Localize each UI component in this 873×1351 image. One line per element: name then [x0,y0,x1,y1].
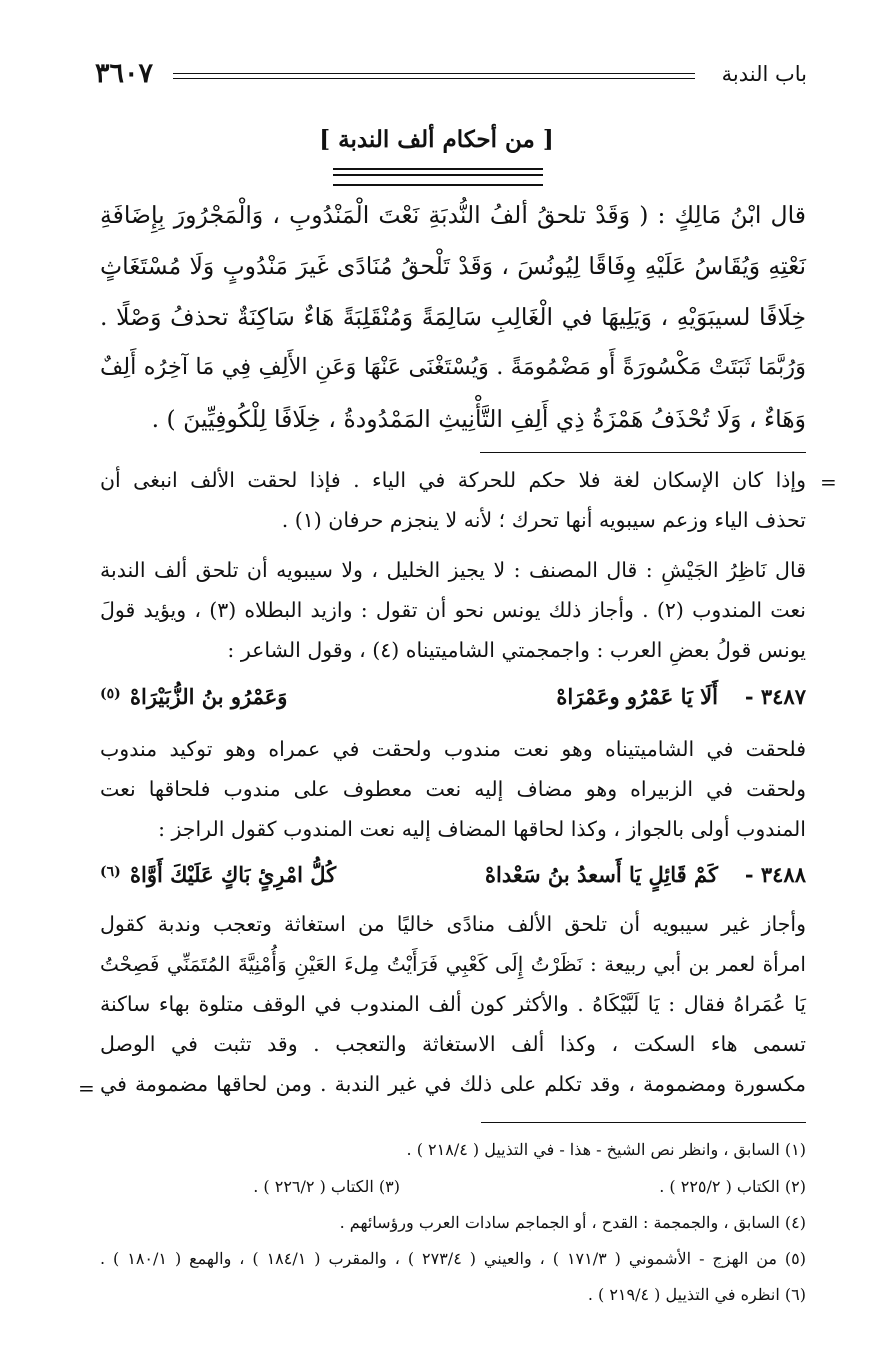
verse-hemistich-first: أَلَا يَا عَمْرُو وعَمْرَاهْ [556,684,718,709]
commentary-line: قال نَاظِرُ الجَيْشِ : قال المصنف : لا يجيز الخليل ، ولا سيبويه أن تلحق ألف الندبة [100,558,806,582]
matn-line: وَرُبَّمَا ثَبَتَتْ مَكْسُورَةً أَو مَضْمُومَةً . وَيُسْتَغْنَى عَنْهَا وَعَنِ الأَلِفِ فِي مَا آخِرُه أَلِفٌ [100,354,806,380]
verse-hemistich-first: كَمْ قَائِلٍ يَا أَسعدُ بنُ سَعْداهْ [485,862,718,887]
commentary-line: فلحقت في الشاميتيناه وهو نعت مندوب ولحقت في عمراه وهو توكيد مندوب [100,737,806,761]
verse-number: ٣٤٨٨ - [744,862,806,887]
footnote: (٢) الكتاب ( ٢٢٥/٢ ) . [659,1177,806,1196]
commentary-line: يَا عُمَراهُ فقال : يَا لَبَّيْكَاهُ . والأكثر كون ألف المندوب في الوقف متلوة بهاء ساكنة [100,992,806,1016]
footnote: (٤) السابق ، والجمجمة : القدح ، أو الجماجم سادات العرب ورؤسائهم . [339,1213,806,1232]
matn-line: وَهَاءٌ ، وَلَا تُحْذَفُ هَمْزَةُ ذِي أَلِفِ التَّأْنِيثِ المَمْدُودةُ ، خِلَافًا لِلْكُوفِيِّينَ ) . [151,405,806,433]
matn-line: قال ابْنُ مَالِكٍ : ( وَقَدْ تلحقُ ألفُ النُّدبَةِ نَعْتَ الْمَنْدُوبِ ، وَالْمَجْرُورَ بِإِضَافَةِ [100,201,806,229]
commentary-line: تسمى هاء السكت ، وكذا ألف الاستغاثة والتعجب . وقد تثبت في الوصل [100,1032,806,1056]
matn-line: نَعْتِهِ وَيُقَاسُ عَلَيْهِ وِفَاقًا لِيُونُسَ ، وَقَدْ تَلْحقُ مُنَادًى غَيرَ مَنْدُوبٍ وَلَا مُسْتَغَاثٍ [100,252,806,280]
commentary-line: ولحقت في الزبيراه وهو مضاف إليه نعت معطوف على مندوب فلحاقها نعت [100,777,806,801]
footnote-ref: (٥) [100,686,121,702]
commentary-line: المندوب أولى بالجواز ، وكذا لحاقها المضاف إليه نعت المندوب كقول الراجز : [158,817,806,841]
footnote: (١) السابق ، وانظر نص الشيخ - هذا - في التذييل ( ٢١٨/٤ ) . [406,1140,806,1159]
verse-hemistich-second: وَعَمْرُو بنُ الزُّبَيْرَاهْ [130,684,288,709]
matn-line: خِلَافًا لسيبَوَيْهِ ، وَيَلِيهَا في الْغَالِبِ سَالِمَةً وَمُنْقَلِبَةً هَاءٌ سَاكِنَةٌ تحذفُ وَصْلًا . [100,303,806,331]
continuation-mark-top: = [820,470,837,494]
commentary-line: وأجاز غير سيبويه أن تلحق الألف منادًى خاليًا من استغاثة وتعجب وندبة كقول [100,912,806,936]
poem-verse-3487 [100,684,806,720]
matn-separator-rule [480,452,806,453]
commentary-line: تحذف الياء وزعم سيبويه أنها تحرك ؛ لأنه لا ينجزم حرفان (١) . [281,508,806,532]
running-title: باب الندبة [721,62,807,86]
footnote-separator-rule [481,1122,806,1123]
section-title: [ من أحكام ألف الندبة ] [319,126,554,153]
commentary-line: يونس قولُ بعضِ العرب : واجمجمتي الشاميتيناه (٤) ، وقول الشاعر : [227,638,806,662]
footnote: (٥) من الهزج - الأشموني ( ١٧١/٣ ) ، والعيني ( ٢٧٣/٤ ) ، والمقرب ( ١٨٤/١ ) ، والهمع ( ١٨٠/١ ) . [100,1249,807,1268]
commentary-line: امرأة لعمر بن أبي ربيعة : نَظَرْتُ إِلَى كَعْبِي فَرَأَيْتُ مِلءَ العَيْنِ وَأُمْنِيَّةَ المُتَمَنِّي فَصِحْتُ [100,952,806,976]
continuation-mark-bottom: = [78,1076,95,1100]
footnote: (٦) انظره في التذييل ( ٢١٩/٤ ) . [587,1285,806,1304]
section-title-rule [333,168,543,186]
poem-verse-3488 [100,862,806,898]
verse-number: ٣٤٨٧ - [744,684,806,709]
footnote-ref: (٦) [100,864,121,880]
footnote: (٣) الكتاب ( ٢٢٦/٢ ) . [253,1177,400,1196]
commentary-line: وإذا كان الإسكان لغة فلا حكم للحركة في الياء . فإذا لحقت الألف انبغى أن [100,468,806,492]
verse-hemistich-second: كُلُّ امْرِئٍ بَاكٍ عَلَيْكَ أَوَّاهْ [130,862,337,887]
page-number: ٣٦٠٧ [95,58,154,89]
header-rule [173,73,695,79]
commentary-line: نعت المندوب (٢) . وأجاز ذلك يونس نحو أن تقول : وازيد البطلاه (٣) ، ويؤيد قولَ [100,598,806,622]
running-header [95,58,807,98]
commentary-line: مكسورة ومضمومة ، وقد تكلم على ذلك في غير الندبة . ومن لحاقها مضمومة في [100,1072,806,1096]
